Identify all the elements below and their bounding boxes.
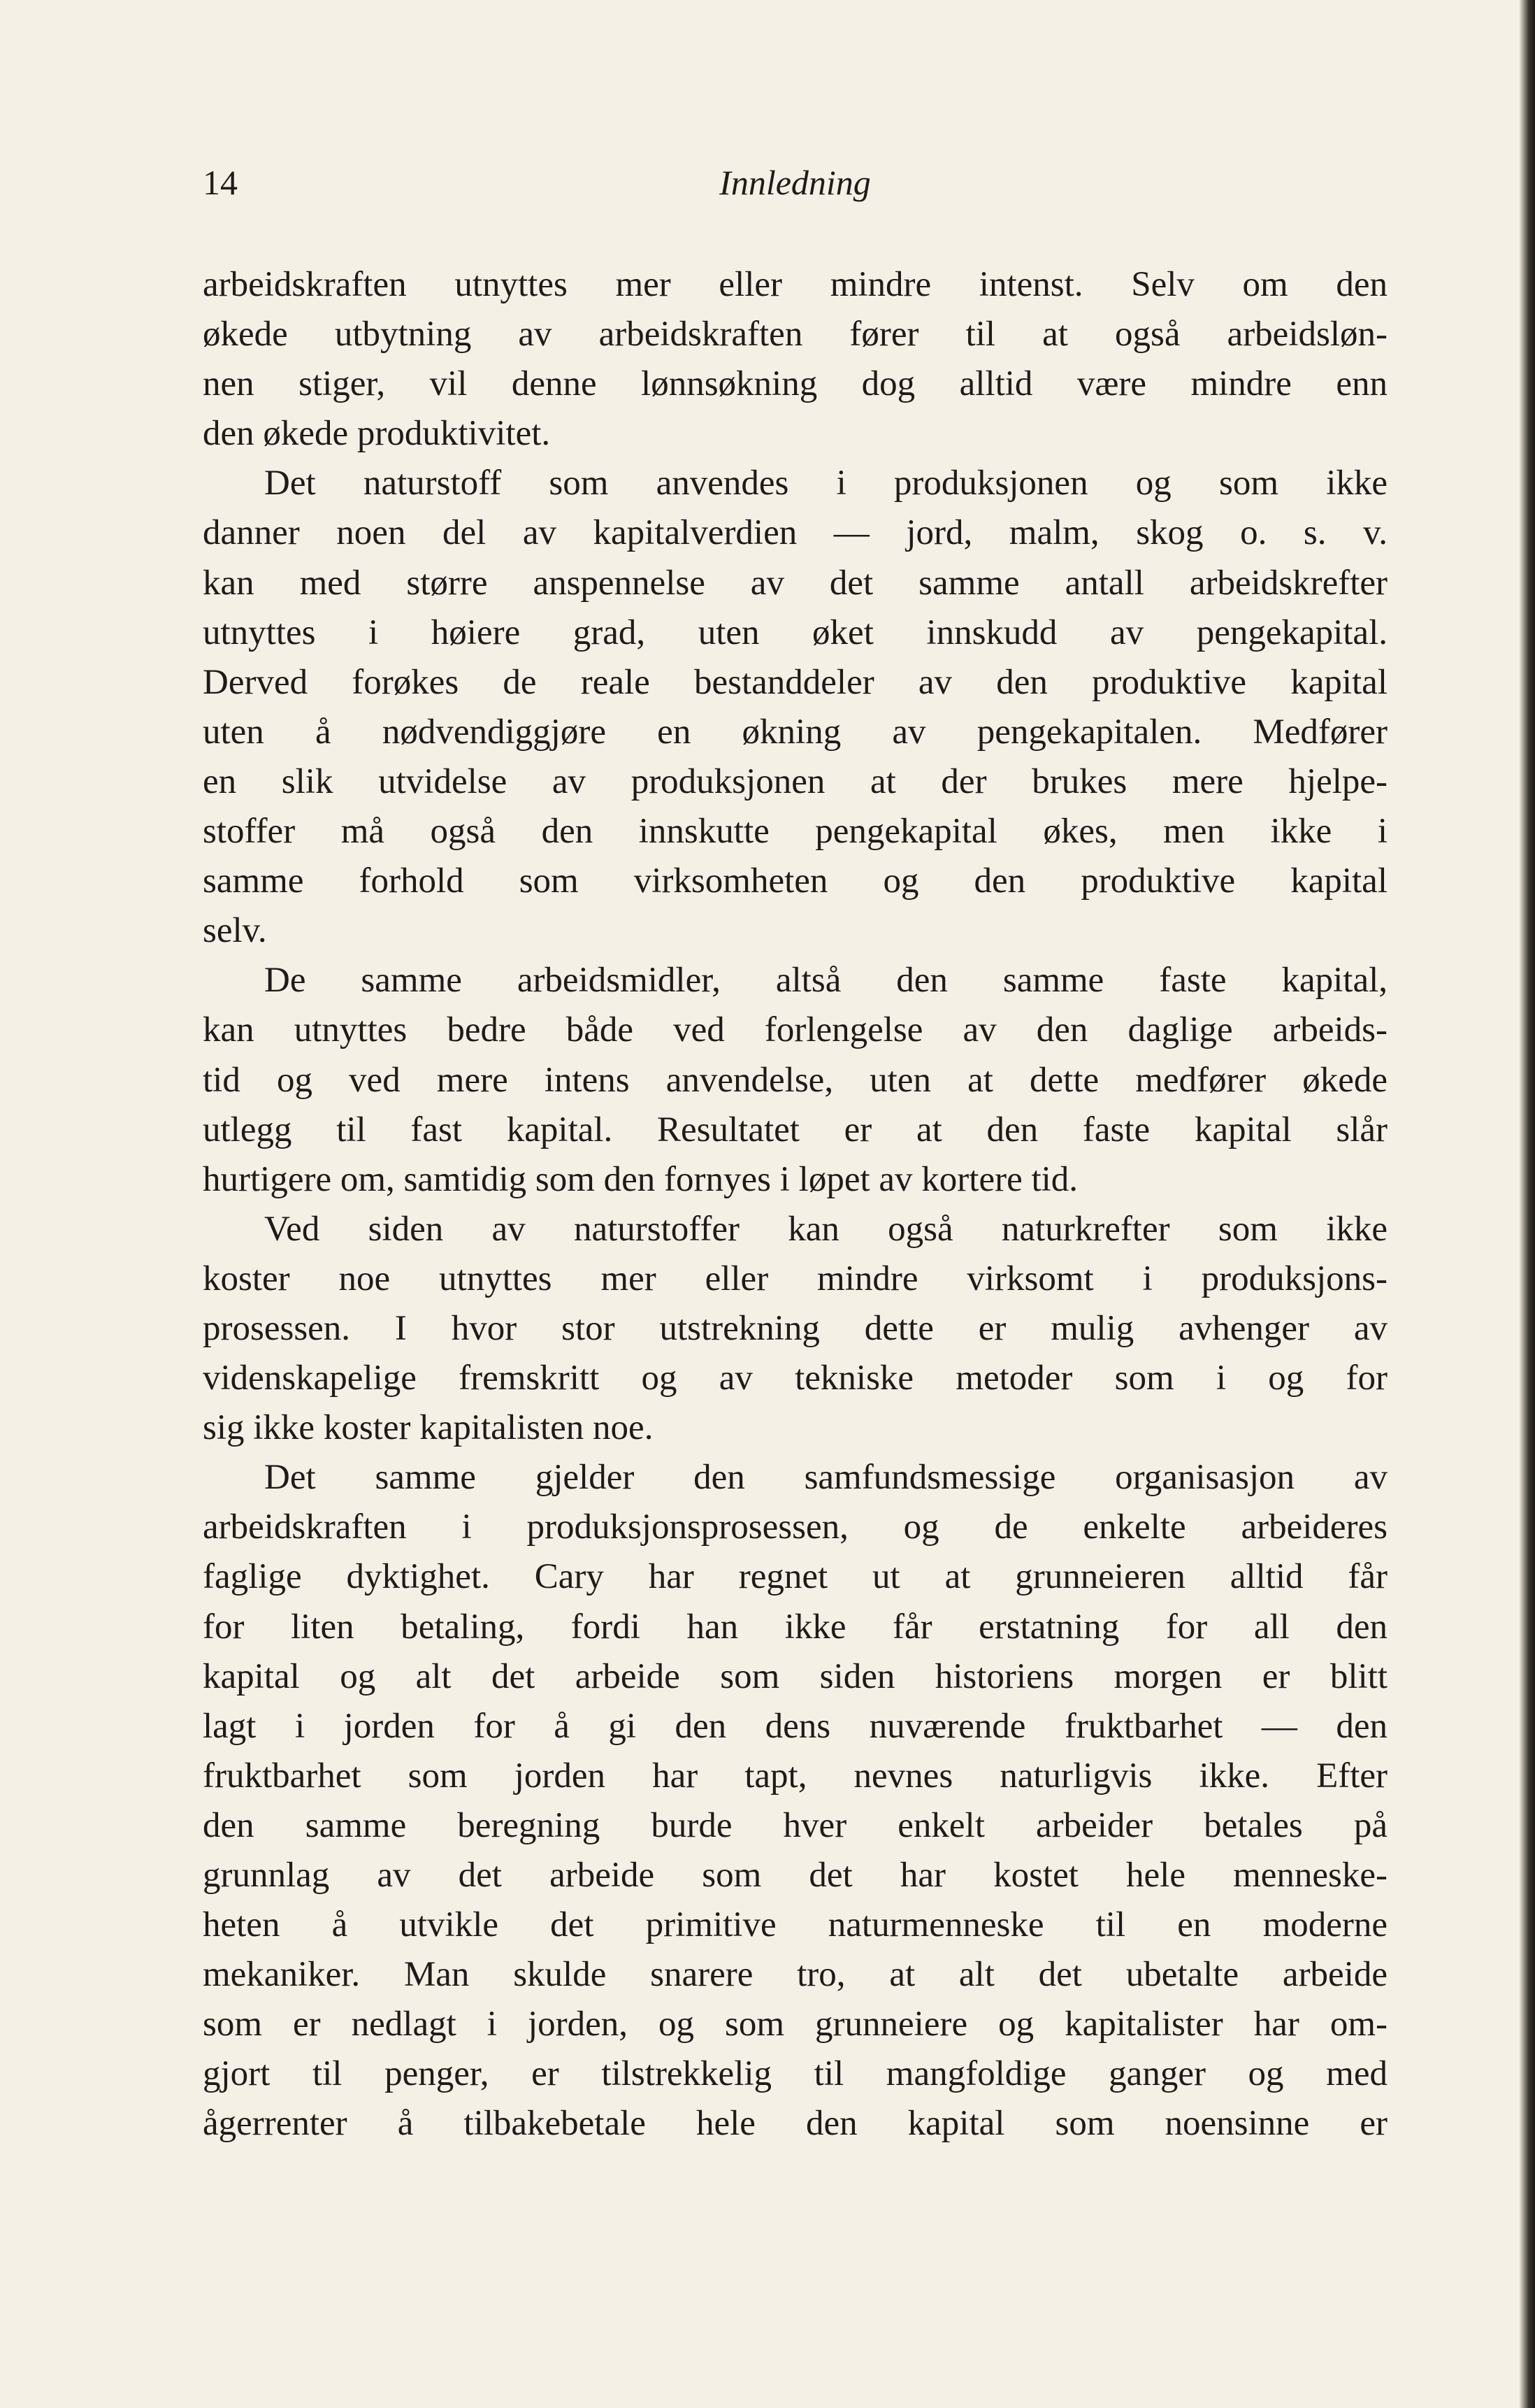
text-line: koster noe utnyttes mer eller mindre virksomt i produksjons-	[203, 1259, 1388, 1298]
page-edge	[1520, 0, 1535, 2408]
text-line: prosessen. I hvor stor utstrekning dette er mulig avhenger av	[203, 1308, 1388, 1348]
paragraph	[203, 260, 1388, 459]
text-line: Ved siden av naturstoffer kan også naturkrefter som ikke	[264, 1209, 1388, 1249]
text-line: kan utnyttes bedre både ved forlengelse av den daglige arbeids-	[203, 1010, 1388, 1050]
text-line: faglige dyktighet. Cary har regnet ut at grunneieren alltid får	[203, 1557, 1388, 1597]
text-line: tid og ved mere intens anvendelse, uten at dette medfører økede	[203, 1060, 1388, 1100]
page-header	[203, 162, 1388, 211]
text-line: arbeidskraften utnyttes mer eller mindre intenst. Selv om den	[203, 265, 1388, 304]
text-line: nen stiger, vil denne lønnsøkning dog alltid være mindre enn	[203, 364, 1388, 404]
text-line: utnyttes i høiere grad, uten øket innskudd av pengekapital.	[203, 612, 1388, 652]
text-line: kapital og alt det arbeide som siden historiens morgen er blitt	[203, 1656, 1388, 1696]
text-line: stoffer må også den innskutte pengekapital økes, men ikke i	[203, 812, 1388, 852]
text-line: hurtigere om, samtidig som den fornyes i løpet av kortere tid.	[203, 1159, 1079, 1199]
text-line: den økede produktivitet.	[203, 414, 551, 454]
text-line: mekaniker. Man skulde snarere tro, at alt det ubetalte arbeide	[203, 1955, 1388, 1995]
paragraph	[203, 956, 1388, 1204]
body-text	[203, 260, 1388, 2149]
text-line: Det naturstoff som anvendes i produksjonen og som ikke	[264, 464, 1388, 503]
text-line: økede utbytning av arbeidskraften fører til at også arbeidsløn-	[203, 315, 1388, 354]
text-line: De samme arbeidsmidler, altså den samme faste kapital,	[264, 961, 1388, 1001]
text-line: kan med større anspennelse av det samme antall arbeidskrefter	[203, 563, 1388, 603]
text-line: fruktbarhet som jorden har tapt, nevnes naturligvis ikke. Efter	[203, 1756, 1388, 1796]
paragraph	[203, 1453, 1388, 2149]
text-line: for liten betaling, fordi han ikke får erstatning for all den	[203, 1607, 1388, 1647]
text-line: sig ikke koster kapitalisten noe.	[203, 1408, 654, 1448]
text-line: danner noen del av kapitalverdien — jord, malm, skog o. s. v.	[203, 513, 1388, 553]
text-line: gjort til penger, er tilstrekkelig til mangfoldige ganger og med	[203, 2054, 1388, 2094]
text-line: som er nedlagt i jorden, og som grunneiere og kapitalister har om-	[203, 2005, 1388, 2044]
text-line: den samme beregning burde hver enkelt arbeider betales på	[203, 1805, 1388, 1845]
text-line: ågerrenter å tilbakebetale hele den kapital som noensinne er	[203, 2104, 1388, 2144]
text-line: videnskapelige fremskritt og av tekniske metoder som i og for	[203, 1359, 1388, 1398]
text-line: heten å utvikle det primitive naturmenneske til en moderne	[203, 1905, 1388, 1945]
running-title: Innledning	[719, 163, 871, 202]
text-line: uten å nødvendiggjøre en økning av pengekapitalen. Medfører	[203, 712, 1388, 752]
text-line: en slik utvidelse av produksjonen at der brukes mere hjelpe-	[203, 761, 1388, 801]
text-line: Det samme gjelder den samfundsmessige organisasjon av	[264, 1458, 1388, 1498]
text-line: Derved forøkes de reale bestanddeler av den produktive kapital	[203, 662, 1388, 702]
text-line: lagt i jorden for å gi den dens nuværende fruktbarhet — den	[203, 1706, 1388, 1746]
text-line: arbeidskraften i produksjonsprosessen, og de enkelte arbeideres	[203, 1507, 1388, 1547]
page-number: 14	[203, 163, 238, 202]
paragraph	[203, 459, 1388, 956]
text-line: selv.	[203, 911, 267, 951]
text-line: grunnlag av det arbeide som det har kostet hele menneske-	[203, 1856, 1388, 1895]
text-line: utlegg til fast kapital. Resultatet er at den faste kapital slår	[203, 1110, 1388, 1149]
paragraph	[203, 1205, 1388, 1453]
text-line: samme forhold som virksomheten og den produktive kapital	[203, 861, 1388, 901]
